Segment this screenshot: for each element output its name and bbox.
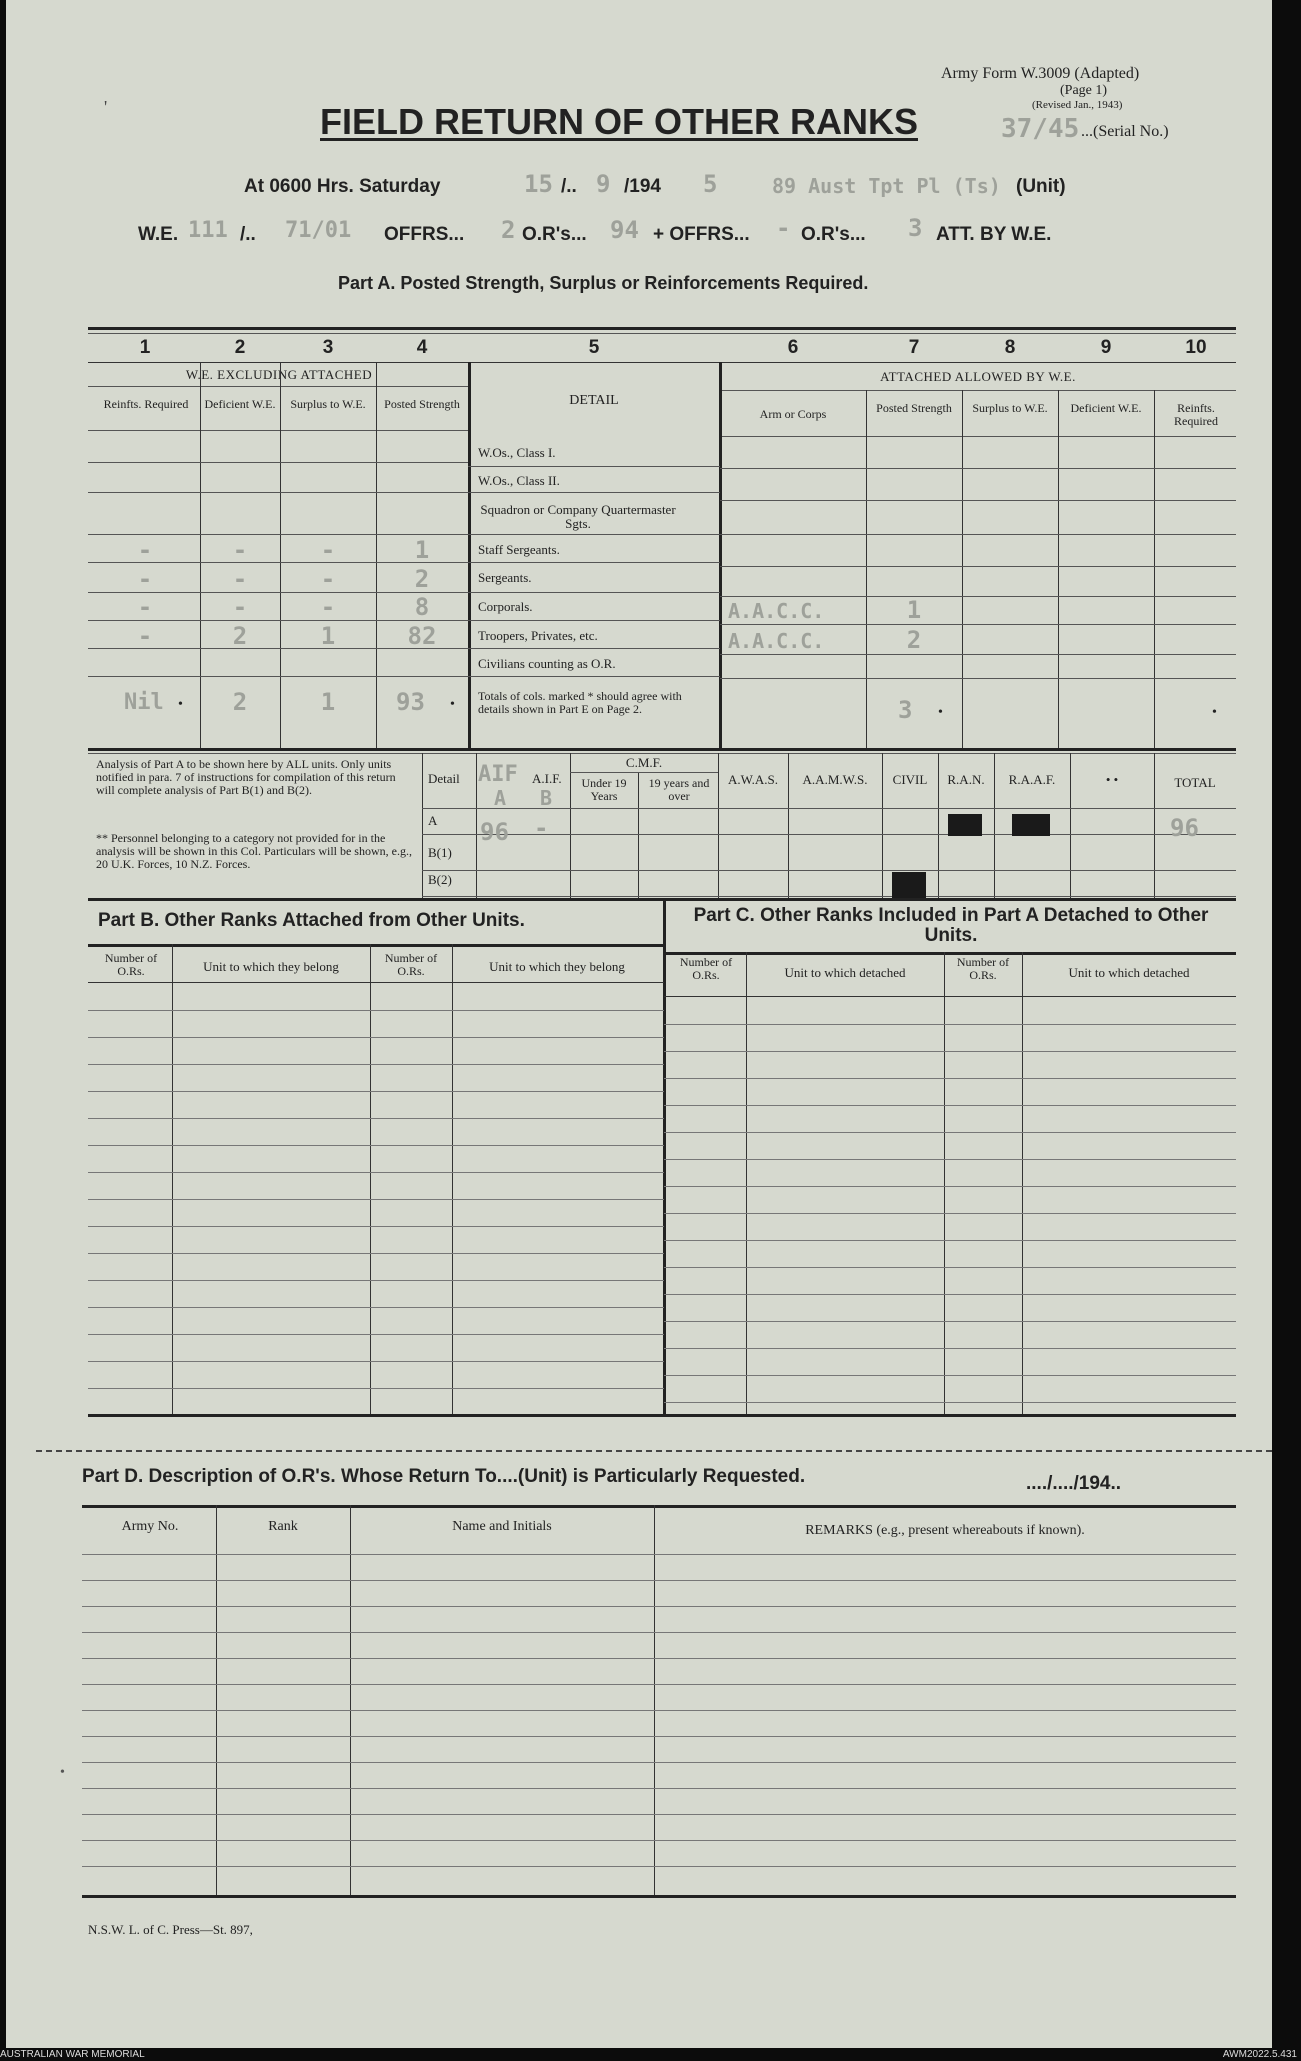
part-c-unit-header-2: Unit to which detached (1068, 965, 1190, 980)
aif-label: A.I.F. (532, 771, 562, 786)
part-d-title: Part D. Description of O.R's. Whose Return To....(Unit) is Particularly Requested. (82, 1466, 806, 1487)
aamws-header: A.A.M.W.S. (802, 772, 868, 787)
part-c-rule (664, 1375, 1236, 1376)
analysis-row-b2: B(2) (428, 872, 452, 887)
aif-b-stamp: B (540, 786, 553, 810)
header-reinfts-required: Reinfts. Required (103, 397, 189, 411)
part-d-rule (82, 1632, 1236, 1633)
part-c-unit-header-1: Unit to which detached (784, 965, 906, 980)
att-ors-label: O.R's... (801, 224, 866, 245)
troopers-arm-corps: A.A.C.C. (728, 629, 825, 653)
part-c-rule (664, 1348, 1236, 1349)
cpls-reinfts: - (137, 593, 153, 621)
redaction-civil (892, 872, 926, 898)
troopers-surplus: 1 (320, 622, 336, 650)
cpls-arm-corps: A.A.C.C. (728, 599, 825, 623)
part-c-number-header-1: Number of O.Rs. (679, 955, 733, 982)
aif-a-stamp: A (494, 786, 507, 810)
form-revised: (Revised Jan., 1943) (1032, 99, 1123, 111)
part-c-rule (664, 1159, 1236, 1160)
offrs-label: OFFRS... (384, 224, 465, 245)
we-value-2: 71/01 (285, 218, 352, 243)
sgts-deficient: - (232, 565, 248, 593)
civil-header: CIVIL (892, 772, 928, 787)
part-b-unit-header-1: Unit to which they belong (203, 959, 339, 974)
total-reinfts: Nil (124, 690, 164, 715)
ors-value: 94 (610, 216, 639, 244)
part-c-rule (664, 1321, 1236, 1322)
col-number-2: 2 (234, 337, 246, 358)
detail-row-sgts: Sergeants. (478, 570, 532, 585)
part-d-rule (82, 1762, 1236, 1763)
part-d-rule (82, 1788, 1236, 1789)
part-c-rule (664, 1186, 1236, 1187)
time-label: At 0600 Hrs. Saturday (244, 176, 441, 197)
troopers-att-posted: 2 (906, 626, 922, 654)
detail-row-wo1: W.Os., Class I. (478, 445, 556, 460)
part-d-rule (82, 1554, 1236, 1555)
part-b-rule (88, 1199, 664, 1200)
analysis-row-b1: B(1) (428, 845, 452, 860)
part-d-rule (82, 1606, 1236, 1607)
ors-label: O.R's... (522, 224, 587, 245)
detail-row-civilians: Civilians counting as O.R. (478, 656, 616, 671)
serial-label: ...(Serial No.) (1081, 123, 1169, 140)
attached-allowed-header: ATTACHED ALLOWED BY W.E. (880, 369, 1076, 384)
detail-row-troopers: Troopers, Privates, etc. (478, 628, 598, 643)
raaf-header: R.A.A.F. (1008, 772, 1056, 787)
part-b-rule (88, 1253, 664, 1254)
cpls-posted: 8 (414, 593, 430, 621)
analysis-row-a: A (428, 813, 438, 828)
detail-row-cpls: Corporals. (478, 599, 533, 614)
total-posted-star: • (450, 697, 455, 712)
form-page: (Page 1) (1060, 83, 1108, 98)
col-number-9: 9 (1100, 337, 1112, 358)
unit-value: 89 Aust Tpt Pl (Ts) (772, 174, 1001, 198)
part-d-rank-header: Rank (268, 1519, 298, 1534)
header-att-deficient: Deficient W.E. (1070, 401, 1142, 415)
part-c-rule (664, 1078, 1236, 1079)
cpls-deficient: - (232, 593, 248, 621)
col-number-8: 8 (1004, 337, 1016, 358)
detail-header: DETAIL (569, 393, 619, 408)
part-c-rule (664, 1294, 1236, 1295)
total-posted: 93 (396, 688, 425, 716)
part-b-rule (88, 1118, 664, 1119)
redaction-ran (948, 814, 982, 836)
part-d-remarks-header: REMARKS (e.g., present whereabouts if known). (805, 1523, 1085, 1538)
col-number-7: 7 (908, 337, 920, 358)
troopers-deficient: 2 (232, 622, 248, 650)
total-surplus: 1 (320, 688, 336, 716)
part-b-number-header-2: Number of O.Rs. (384, 951, 438, 978)
analysis-note-other: ** Personnel belonging to a category not provided for in the analysis will be shown in this Col. Particulars will be shown, e.g., 20 U.K. Forces, 10 N.Z. Forces. (96, 831, 412, 872)
date-year-digit: 5 (703, 170, 718, 198)
part-c-title: Part C. Other Ranks Included in Part A Detached to Other Units. (693, 905, 1209, 946)
part-b-title: Part B. Other Ranks Attached from Other Units. (98, 910, 525, 931)
part-b-rule (88, 1226, 664, 1227)
part-d-army-no-header: Army No. (121, 1519, 179, 1534)
troopers-posted: 82 (407, 622, 437, 650)
unit-label: (Unit) (1016, 176, 1066, 197)
detail-row-totals: Totals of cols. marked * should agree with details shown in Part E on Page 2. (478, 689, 682, 716)
att-ors-value: 3 (908, 214, 923, 242)
header-att-posted-strength: Posted Strength (876, 401, 952, 415)
part-b-unit-header-2: Unit to which they belong (489, 959, 625, 974)
col-number-4: 4 (416, 337, 428, 358)
form-paper: Army Form W.3009 (Adapted) (Page 1) (Revised Jan., 1943) FIELD RETURN OF OTHER RANKS 37/45 ...(Serial No.) At 0600 Hrs. Saturday 15 /.. 9 /194 5 89 Aust Tpt Pl (Ts) (Unit) W.E. 111 /.. 71/01 OFFRS... 2 O.R's... 94 + OFFRS... - O.R's... 3 ATT. BY W.E. Part A. Posted Strength, Surplus or Reinforcements Required. 1 2 3 4 5 6 7 8 9 10 W.E. EXCLUDING ATTACHED ATTACHED ALLOWED BY W.E. DETAIL Reinfts. Required Deficient W.E. Surplus to W.E. Posted Strength Arm or Corps Posted Strength Surplus to W.E. Deficient W.E. Reinfts. Required W.Os., Class I. W.Os., Class II. Squadron or Company Quartermaster Sgts. Staff Sergeants. Sergeants. Corporals. Troopers, Privates, etc. Civilians counting as O.R. Totals of cols. marked * should agree with details shown in Part E on Page 2. - - - 1 - - - 2 - - - 8 A.A.C.C. 1 - 2 1 82 A.A.C.C. 2 Nil • 2 1 93 • 3 • • Analysis of Part A to be shown here by ALL units. Only units notified in para. 7 of instructions for compilation of this return will complete analysis of Part B(1) and B(2). ** Personnel belonging to a category not provided for in the analysis will be shown in this Col. Particulars will be shown, e.g., 20 U.K. Forces, 10 N.Z. Forces. Detail AIF A.I.F. A B C.M.F. Under 19 Years 19 years and over A.W.A.S. A.A.M.W.S. CIVIL R.A.N. R.A.A.F. • • TOTAL A B(1) B(2) 96 - 96 Part B. Other Ranks Attached from Other Units. Part C. Other Ranks Included in Part A Detached to Other Units. Number of O.Rs. Unit to which they belong Number of O.Rs. Unit to which they belong Number of O.Rs. Unit to which detached Number of O.Rs. Unit to which detached Part D. Description of O.R's. Whose Return To....(Unit) is Particularly Requested. ..../..../194.. Army No. Rank Name and Initials REMARKS (e.g., present whereabouts if known). N.S.W. L. of C. Press—St. 897, ' • (6, 0, 1272, 2048)
row-a-total: 96 (1170, 814, 1199, 842)
part-b-rule (88, 1280, 664, 1281)
detail-row-wo2: W.Os., Class II. (478, 473, 560, 488)
total-header: TOTAL (1174, 775, 1216, 790)
sgts-surplus: - (320, 565, 336, 593)
part-b-rule (88, 1307, 664, 1308)
col-number-6: 6 (787, 337, 799, 358)
att-label: ATT. BY W.E. (936, 224, 1052, 245)
part-d-rule (82, 1814, 1236, 1815)
plus-offrs-label: + OFFRS... (653, 224, 750, 245)
part-b-rule (88, 1388, 664, 1389)
total-att-posted-star: • (938, 705, 943, 720)
troopers-reinfts: - (137, 622, 153, 650)
part-c-rule (664, 1024, 1236, 1025)
staff-sgts-posted: 1 (414, 536, 430, 564)
cmf-under-19: Under 19 Years (581, 776, 627, 803)
col-number-5: 5 (588, 337, 600, 358)
offrs-value: 2 (501, 216, 516, 244)
staff-sgts-reinfts: - (137, 536, 153, 564)
part-d-rule (82, 1684, 1236, 1685)
form-id: Army Form W.3009 (Adapted) (941, 65, 1140, 82)
part-d-rule (82, 1580, 1236, 1581)
awas-header: A.W.A.S. (727, 772, 779, 787)
footer-credit: AUSTRALIAN WAR MEMORIAL (0, 2049, 145, 2060)
part-d-rule (82, 1658, 1236, 1659)
part-c-rule (664, 1105, 1236, 1106)
we-value-1: 111 (188, 218, 228, 243)
header-arm-or-corps: Arm or Corps (759, 407, 827, 421)
part-b-rule (88, 1172, 664, 1173)
part-d-rule (82, 1710, 1236, 1711)
part-c-number-header-2: Number of O.Rs. (956, 955, 1010, 982)
header-surplus-to-we: Surplus to W.E. (290, 397, 366, 411)
part-d-rule (82, 1840, 1236, 1841)
part-c-rule (664, 1267, 1236, 1268)
part-a-title: Part A. Posted Strength, Surplus or Reinforcements Required. (338, 273, 869, 293)
header-deficient-we: Deficient W.E. (204, 397, 276, 411)
part-b-rule (88, 1064, 664, 1065)
date-year-prefix: /194 (624, 176, 661, 197)
staff-sgts-surplus: - (320, 536, 336, 564)
col-number-1: 1 (139, 337, 151, 358)
detail-row-staff-sgts: Staff Sergeants. (478, 542, 560, 557)
part-d-name-header: Name and Initials (452, 1519, 552, 1534)
detail-row-cqms: Squadron or Company Quartermaster Sgts. (480, 502, 676, 531)
header-att-reinfts: Reinfts. Required (1174, 401, 1218, 428)
part-c-rule (664, 1132, 1236, 1133)
serial-number: 37/45 (1001, 114, 1080, 144)
total-reinfts-star: • (178, 697, 183, 712)
cmf-header: C.M.F. (625, 755, 663, 770)
analysis-note: Analysis of Part A to be shown here by ALL units. Only units notified in para. 7 of instructions for compilation of this return will complete analysis of Part B(1) and B(2). (96, 757, 396, 798)
cpls-att-posted: 1 (906, 596, 922, 624)
aif-stamp: AIF (478, 762, 518, 787)
part-d-rule (82, 1866, 1236, 1867)
part-d-date: ..../..../194.. (1026, 1473, 1122, 1494)
part-c-rule (664, 1051, 1236, 1052)
part-b-rule (88, 1334, 664, 1335)
analysis-detail-label: Detail (428, 771, 460, 786)
we-excluding-header: W.E. EXCLUDING ATTACHED (185, 367, 373, 382)
sgts-posted: 2 (414, 565, 430, 593)
header-posted-strength: Posted Strength (384, 397, 460, 411)
other-category-header: • • (1105, 772, 1119, 787)
part-b-rule (88, 1010, 664, 1011)
att-offrs-value: - (776, 214, 791, 242)
part-b-rule (88, 1361, 664, 1362)
we-label: W.E. (138, 224, 179, 245)
cmf-19-and-over: 19 years and over (648, 776, 710, 803)
part-c-rule (664, 1240, 1236, 1241)
date-day: 15 (524, 170, 553, 198)
part-c-rule (664, 1402, 1236, 1403)
col-number-10: 10 (1185, 337, 1207, 358)
row-a-aif-b: - (534, 814, 549, 842)
cpls-surplus: - (320, 593, 336, 621)
row-a-aif-a: 96 (480, 818, 509, 846)
part-b-rule (88, 1037, 664, 1038)
sgts-reinfts: - (137, 565, 153, 593)
date-month: 9 (596, 170, 611, 198)
ran-header: R.A.N. (947, 772, 985, 787)
part-b-rule (88, 1145, 664, 1146)
part-c-rule (664, 1213, 1236, 1214)
header-att-surplus: Surplus to W.E. (972, 401, 1048, 415)
part-b-number-header-1: Number of O.Rs. (104, 951, 158, 978)
total-att-posted: 3 (898, 696, 913, 724)
redaction-raaf (1012, 814, 1050, 836)
part-d-rule (82, 1736, 1236, 1737)
col-number-3: 3 (322, 337, 334, 358)
footer-accession: AWM2022.5.431 (1222, 2049, 1297, 2060)
total-deficient: 2 (232, 688, 248, 716)
total-att-reinfts-star: • (1212, 705, 1217, 720)
part-b-rule (88, 1091, 664, 1092)
staff-sgts-deficient: - (232, 536, 248, 564)
press-imprint: N.S.W. L. of C. Press—St. 897, (88, 1922, 253, 1937)
form-title: FIELD RETURN OF OTHER RANKS (320, 101, 918, 142)
